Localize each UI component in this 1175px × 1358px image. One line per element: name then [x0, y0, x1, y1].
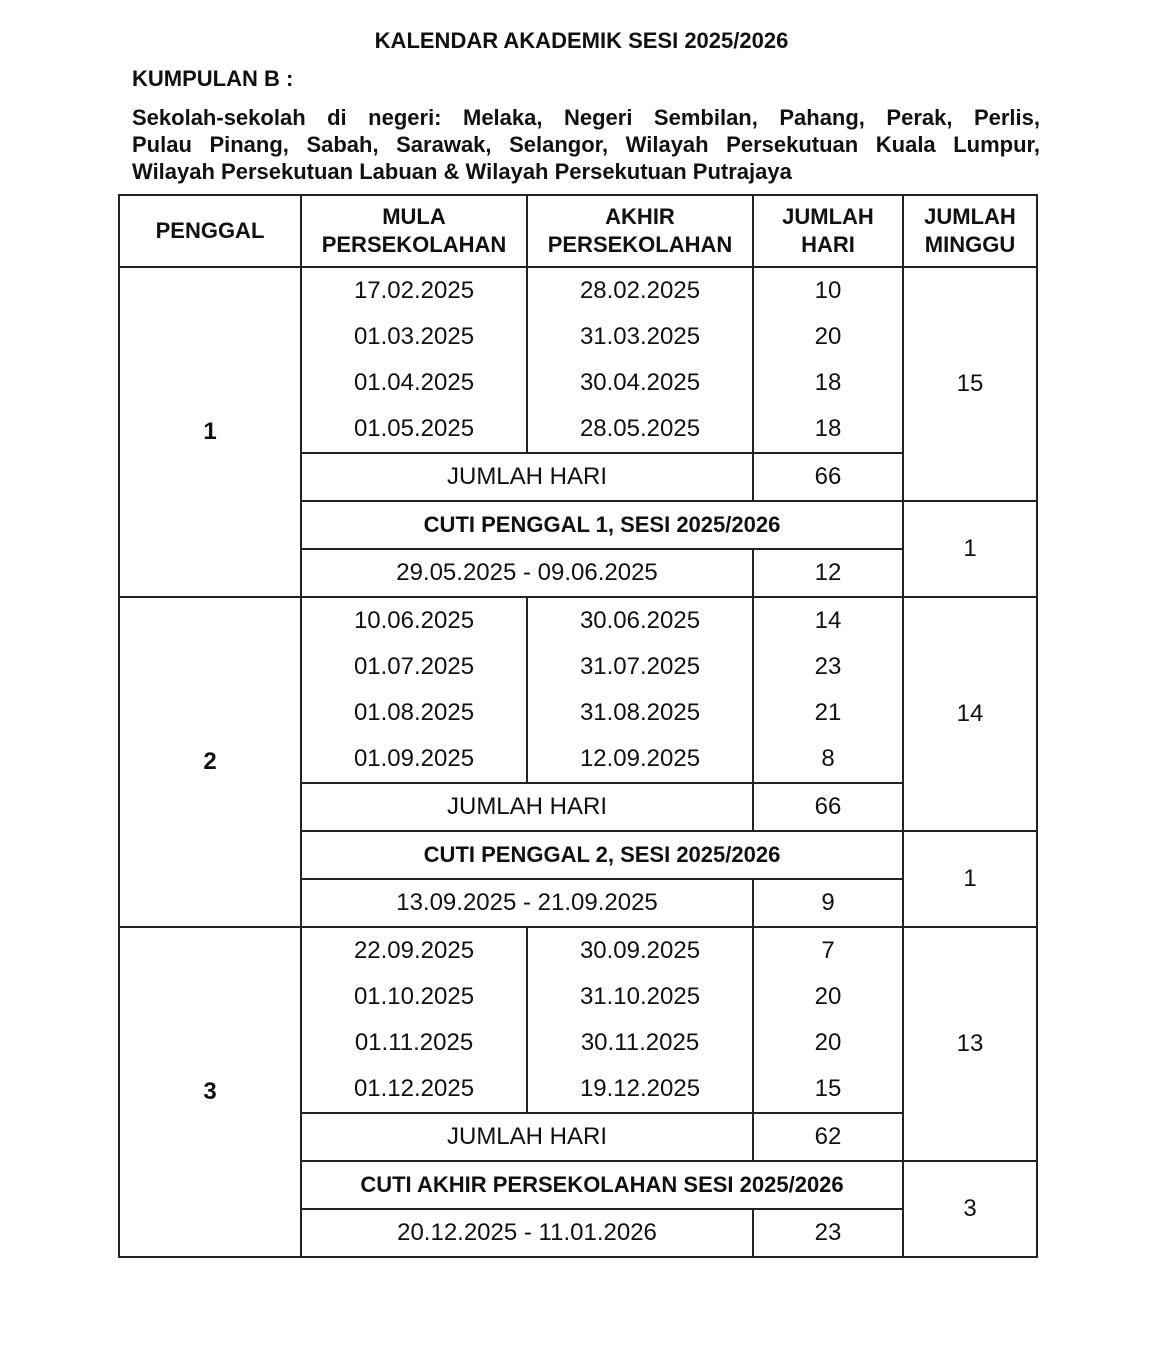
penggal-number: 1 [119, 267, 301, 597]
table-row [119, 597, 1037, 644]
day-count: 18 [753, 406, 903, 453]
start-date: 10.06.2025 [301, 597, 527, 644]
day-count: 23 [753, 644, 903, 690]
start-date: 01.10.2025 [301, 974, 527, 1020]
total-label: JUMLAH HARI [301, 1113, 753, 1161]
start-date: 01.04.2025 [301, 360, 527, 406]
group-label: KUMPULAN B : [132, 66, 294, 91]
end-date: 19.12.2025 [527, 1066, 753, 1113]
penggal-number: 3 [119, 927, 301, 1257]
day-count: 20 [753, 974, 903, 1020]
holiday-title: CUTI AKHIR PERSEKOLAHAN SESI 2025/2026 [301, 1161, 903, 1209]
day-count: 14 [753, 597, 903, 644]
holiday-weeks: 3 [903, 1161, 1037, 1257]
day-count: 20 [753, 314, 903, 360]
holiday-title: CUTI PENGGAL 2, SESI 2025/2026 [301, 831, 903, 879]
holiday-weeks: 1 [903, 831, 1037, 927]
header-mula: MULA PERSEKOLAHAN [301, 195, 527, 267]
penggal-number: 2 [119, 597, 301, 927]
header-jumlah-hari: JUMLAH HARI [753, 195, 903, 267]
start-date: 22.09.2025 [301, 927, 527, 974]
day-count: 18 [753, 360, 903, 406]
start-date: 01.11.2025 [301, 1020, 527, 1066]
week-count: 14 [903, 597, 1037, 831]
header-penggal: PENGGAL [119, 195, 301, 267]
holiday-days: 9 [753, 879, 903, 927]
holiday-range: 29.05.2025 - 09.06.2025 [301, 549, 753, 597]
holiday-days: 23 [753, 1209, 903, 1257]
page-title: KALENDAR AKADEMIK SESI 2025/2026 [374, 28, 789, 53]
end-date: 31.08.2025 [527, 690, 753, 736]
start-date: 01.07.2025 [301, 644, 527, 690]
day-count: 10 [753, 267, 903, 314]
end-date: 30.06.2025 [527, 597, 753, 644]
day-count: 21 [753, 690, 903, 736]
states-description [132, 104, 1040, 185]
end-date: 31.03.2025 [527, 314, 753, 360]
day-count: 8 [753, 736, 903, 783]
description-line: Wilayah Persekutuan Labuan & Wilayah Persekutuan Putrajaya [132, 159, 792, 184]
start-date: 17.02.2025 [301, 267, 527, 314]
start-date: 01.09.2025 [301, 736, 527, 783]
table-body [119, 267, 1037, 1257]
start-date: 01.05.2025 [301, 406, 527, 453]
week-count: 15 [903, 267, 1037, 501]
total-days: 66 [753, 783, 903, 831]
end-date: 12.09.2025 [527, 736, 753, 783]
description-line: Sekolah-sekolah di negeri: Melaka, Negeri Sembilan, Pahang, Perak, Perlis, [132, 105, 1040, 130]
header-row [119, 195, 1037, 267]
table-row [119, 267, 1037, 314]
day-count: 15 [753, 1066, 903, 1113]
start-date: 01.08.2025 [301, 690, 527, 736]
end-date: 28.05.2025 [527, 406, 753, 453]
table-row [119, 927, 1037, 974]
holiday-days: 12 [753, 549, 903, 597]
total-label: JUMLAH HARI [301, 783, 753, 831]
total-label: JUMLAH HARI [301, 453, 753, 501]
end-date: 28.02.2025 [527, 267, 753, 314]
calendar-table [118, 194, 1038, 1258]
start-date: 01.03.2025 [301, 314, 527, 360]
day-count: 7 [753, 927, 903, 974]
day-count: 20 [753, 1020, 903, 1066]
description-line: Pulau Pinang, Sabah, Sarawak, Selangor, Wilayah Persekutuan Kuala Lumpur, [132, 132, 1040, 157]
end-date: 31.10.2025 [527, 974, 753, 1020]
total-days: 66 [753, 453, 903, 501]
start-date: 01.12.2025 [301, 1066, 527, 1113]
end-date: 30.11.2025 [527, 1020, 753, 1066]
end-date: 30.09.2025 [527, 927, 753, 974]
holiday-range: 13.09.2025 - 21.09.2025 [301, 879, 753, 927]
holiday-range: 20.12.2025 - 11.01.2026 [301, 1209, 753, 1257]
header-jumlah-minggu: JUMLAH MINGGU [903, 195, 1037, 267]
end-date: 31.07.2025 [527, 644, 753, 690]
holiday-title: CUTI PENGGAL 1, SESI 2025/2026 [301, 501, 903, 549]
end-date: 30.04.2025 [527, 360, 753, 406]
header-akhir: AKHIR PERSEKOLAHAN [527, 195, 753, 267]
total-days: 62 [753, 1113, 903, 1161]
week-count: 13 [903, 927, 1037, 1161]
holiday-weeks: 1 [903, 501, 1037, 597]
